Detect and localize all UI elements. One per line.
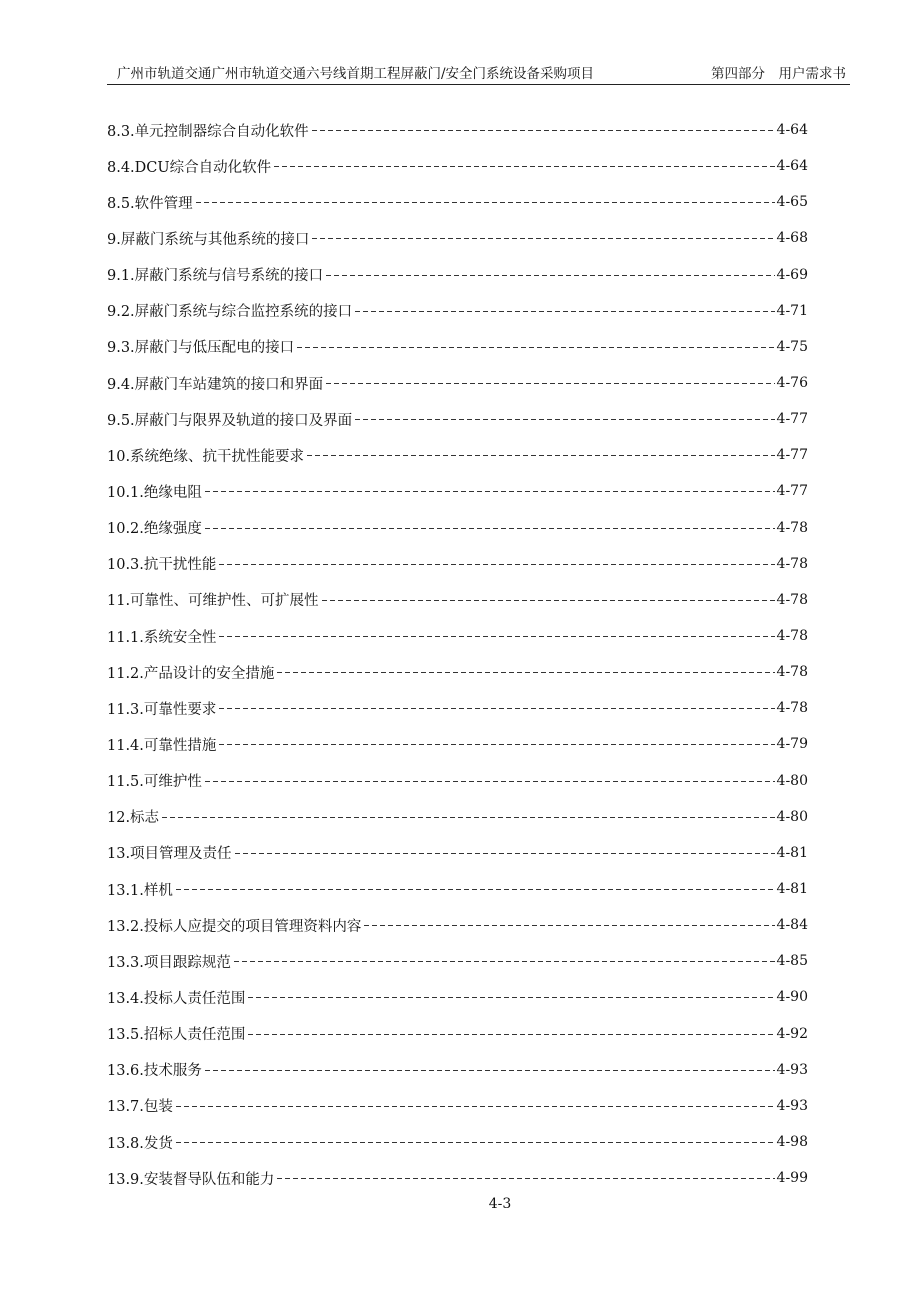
toc-entry-title: 13.5.招标人责任范围 bbox=[107, 1027, 246, 1044]
toc-entry-page: 4-78 bbox=[776, 555, 808, 572]
toc-leader-dashes bbox=[219, 708, 774, 709]
toc-leader-dashes bbox=[162, 817, 774, 818]
toc-entry-page: 4-71 bbox=[776, 302, 808, 319]
toc-leader-dashes bbox=[364, 925, 774, 926]
toc-entry-page: 4-78 bbox=[776, 628, 808, 645]
toc-entry[interactable] bbox=[107, 835, 808, 871]
toc-entry[interactable] bbox=[107, 907, 808, 943]
toc-entry[interactable] bbox=[107, 690, 808, 726]
toc-entry-page: 4-76 bbox=[776, 375, 808, 392]
toc-entry[interactable] bbox=[107, 979, 808, 1015]
toc-leader-dashes bbox=[205, 528, 775, 529]
page-header bbox=[107, 64, 850, 85]
toc-entry[interactable] bbox=[107, 654, 808, 690]
toc-leader-dashes bbox=[205, 781, 775, 782]
toc-entry-title: 13.项目管理及责任 bbox=[107, 846, 232, 863]
toc-entry-page: 4-85 bbox=[776, 953, 808, 970]
toc-entry[interactable] bbox=[107, 871, 808, 907]
page-number: 4-3 bbox=[488, 1196, 512, 1212]
toc-entry-page: 4-78 bbox=[776, 700, 808, 717]
toc-leader-dashes bbox=[355, 311, 774, 312]
toc-entry-page: 4-93 bbox=[776, 1061, 808, 1078]
toc-leader-dashes bbox=[277, 672, 774, 673]
toc-entry[interactable] bbox=[107, 1124, 808, 1160]
toc-entry-title: 10.系统绝缘、抗干扰性能要求 bbox=[107, 448, 305, 465]
toc-entry[interactable] bbox=[107, 220, 808, 256]
toc-leader-dashes bbox=[274, 166, 774, 167]
toc-entry[interactable] bbox=[107, 437, 808, 473]
toc-entry[interactable] bbox=[107, 943, 808, 979]
toc-leader-dashes bbox=[219, 744, 774, 745]
toc-leader-dashes bbox=[297, 347, 774, 348]
toc-entry[interactable] bbox=[107, 726, 808, 762]
toc-entry[interactable] bbox=[107, 473, 808, 509]
toc-entry-title: 13.4.投标人责任范围 bbox=[107, 990, 246, 1007]
toc-entry[interactable] bbox=[107, 112, 808, 148]
toc-entry-page: 4-81 bbox=[776, 844, 808, 861]
toc-entry-title: 8.4.DCU综合自动化软件 bbox=[107, 159, 272, 176]
toc-entry-title: 10.1.绝缘电阻 bbox=[107, 484, 202, 501]
toc-entry-title: 11.1.系统安全性 bbox=[107, 629, 217, 646]
toc-entry[interactable] bbox=[107, 257, 808, 293]
toc-entry-title: 11.4.可靠性措施 bbox=[107, 737, 217, 754]
toc-entry-title: 9.1.屏蔽门系统与信号系统的接口 bbox=[107, 268, 324, 285]
toc-leader-dashes bbox=[355, 419, 774, 420]
toc-entry[interactable] bbox=[107, 401, 808, 437]
table-of-contents bbox=[107, 112, 808, 1196]
toc-leader-dashes bbox=[176, 1142, 775, 1143]
toc-entry-title: 9.2.屏蔽门系统与综合监控系统的接口 bbox=[107, 304, 353, 321]
toc-leader-dashes bbox=[176, 889, 775, 890]
toc-leader-dashes bbox=[312, 130, 775, 131]
toc-entry-title: 9.屏蔽门系统与其他系统的接口 bbox=[107, 231, 310, 248]
toc-entry[interactable] bbox=[107, 546, 808, 582]
toc-entry-title: 9.4.屏蔽门车站建筑的接口和界面 bbox=[107, 376, 324, 393]
toc-entry-page: 4-78 bbox=[776, 519, 808, 536]
toc-entry-page: 4-90 bbox=[776, 989, 808, 1006]
toc-entry-title: 9.5.屏蔽门与限界及轨道的接口及界面 bbox=[107, 412, 353, 429]
toc-leader-dashes bbox=[307, 455, 774, 456]
toc-leader-dashes bbox=[176, 1106, 775, 1107]
toc-entry[interactable] bbox=[107, 184, 808, 220]
toc-entry-page: 4-77 bbox=[776, 447, 808, 464]
toc-entry[interactable] bbox=[107, 329, 808, 365]
toc-leader-dashes bbox=[205, 491, 775, 492]
toc-entry-title: 8.5.软件管理 bbox=[107, 195, 193, 212]
toc-entry[interactable] bbox=[107, 799, 808, 835]
toc-entry-title: 13.2.投标人应提交的项目管理资料内容 bbox=[107, 918, 362, 935]
toc-entry[interactable] bbox=[107, 1088, 808, 1124]
toc-entry[interactable] bbox=[107, 582, 808, 618]
toc-leader-dashes bbox=[312, 238, 774, 239]
toc-leader-dashes bbox=[219, 564, 774, 565]
toc-entry-page: 4-68 bbox=[776, 230, 808, 247]
toc-entry[interactable] bbox=[107, 763, 808, 799]
toc-entry-page: 4-92 bbox=[776, 1025, 808, 1042]
toc-leader-dashes bbox=[234, 961, 775, 962]
toc-leader-dashes bbox=[235, 853, 775, 854]
toc-entry-page: 4-69 bbox=[776, 266, 808, 283]
toc-entry-title: 13.9.安装督导队伍和能力 bbox=[107, 1171, 275, 1188]
toc-entry-title: 11.2.产品设计的安全措施 bbox=[107, 665, 275, 682]
document-title: 广州市轨道交通广州市轨道交通六号线首期工程屏蔽门/安全门系统设备采购项目 bbox=[117, 66, 595, 82]
toc-entry-page: 4-77 bbox=[776, 483, 808, 500]
toc-entry-page: 4-80 bbox=[776, 808, 808, 825]
toc-entry-title: 13.3.项目跟踪规范 bbox=[107, 954, 231, 971]
toc-entry-title: 11.可靠性、可维护性、可扩展性 bbox=[107, 593, 319, 610]
toc-entry-title: 13.1.样机 bbox=[107, 882, 173, 899]
toc-leader-dashes bbox=[277, 1178, 774, 1179]
toc-leader-dashes bbox=[326, 275, 774, 276]
toc-entry-page: 4-98 bbox=[776, 1134, 808, 1150]
toc-entry-page: 4-79 bbox=[776, 736, 808, 753]
toc-entry-title: 13.6.技术服务 bbox=[107, 1063, 202, 1080]
toc-entry-title: 11.5.可维护性 bbox=[107, 774, 202, 791]
toc-entry[interactable] bbox=[107, 1052, 808, 1088]
toc-entry-page: 4-93 bbox=[776, 1097, 808, 1114]
toc-entry-page: 4-99 bbox=[776, 1170, 808, 1187]
toc-entry[interactable] bbox=[107, 293, 808, 329]
toc-entry-page: 4-84 bbox=[776, 917, 808, 934]
toc-entry-title: 13.8.发货 bbox=[107, 1135, 173, 1152]
toc-entry-page: 4-64 bbox=[776, 122, 808, 139]
toc-leader-dashes bbox=[196, 202, 775, 203]
toc-entry-page: 4-78 bbox=[776, 664, 808, 681]
toc-entry[interactable] bbox=[107, 365, 808, 401]
toc-entry[interactable] bbox=[107, 148, 808, 184]
toc-entry[interactable] bbox=[107, 1016, 808, 1052]
toc-entry-title: 10.2.绝缘强度 bbox=[107, 521, 202, 538]
toc-entry-title: 12.标志 bbox=[107, 810, 160, 827]
toc-entry-page: 4-77 bbox=[776, 411, 808, 428]
toc-entry-title: 11.3.可靠性要求 bbox=[107, 701, 217, 718]
toc-entry-page: 4-75 bbox=[776, 338, 808, 355]
toc-leader-dashes bbox=[219, 636, 774, 637]
toc-entry-page: 4-80 bbox=[776, 772, 808, 789]
toc-entry-page: 4-81 bbox=[776, 881, 808, 898]
toc-entry-page: 4-78 bbox=[776, 591, 808, 608]
toc-entry[interactable] bbox=[107, 510, 808, 546]
toc-leader-dashes bbox=[248, 997, 774, 998]
toc-entry[interactable] bbox=[107, 618, 808, 654]
toc-leader-dashes bbox=[205, 1070, 775, 1071]
toc-leader-dashes bbox=[322, 600, 775, 601]
toc-entry-page: 4-64 bbox=[776, 158, 808, 175]
toc-leader-dashes bbox=[326, 383, 774, 384]
toc-entry-title: 13.7.包装 bbox=[107, 1099, 173, 1116]
toc-entry[interactable] bbox=[107, 1160, 808, 1196]
section-title: 第四部分 用户需求书 bbox=[711, 66, 846, 82]
toc-leader-dashes bbox=[248, 1034, 774, 1035]
toc-entry-title: 9.3.屏蔽门与低压配电的接口 bbox=[107, 340, 295, 357]
toc-entry-title: 8.3.单元控制器综合自动化软件 bbox=[107, 123, 309, 140]
toc-entry-page: 4-65 bbox=[776, 194, 808, 211]
toc-entry-title: 10.3.抗干扰性能 bbox=[107, 557, 217, 574]
